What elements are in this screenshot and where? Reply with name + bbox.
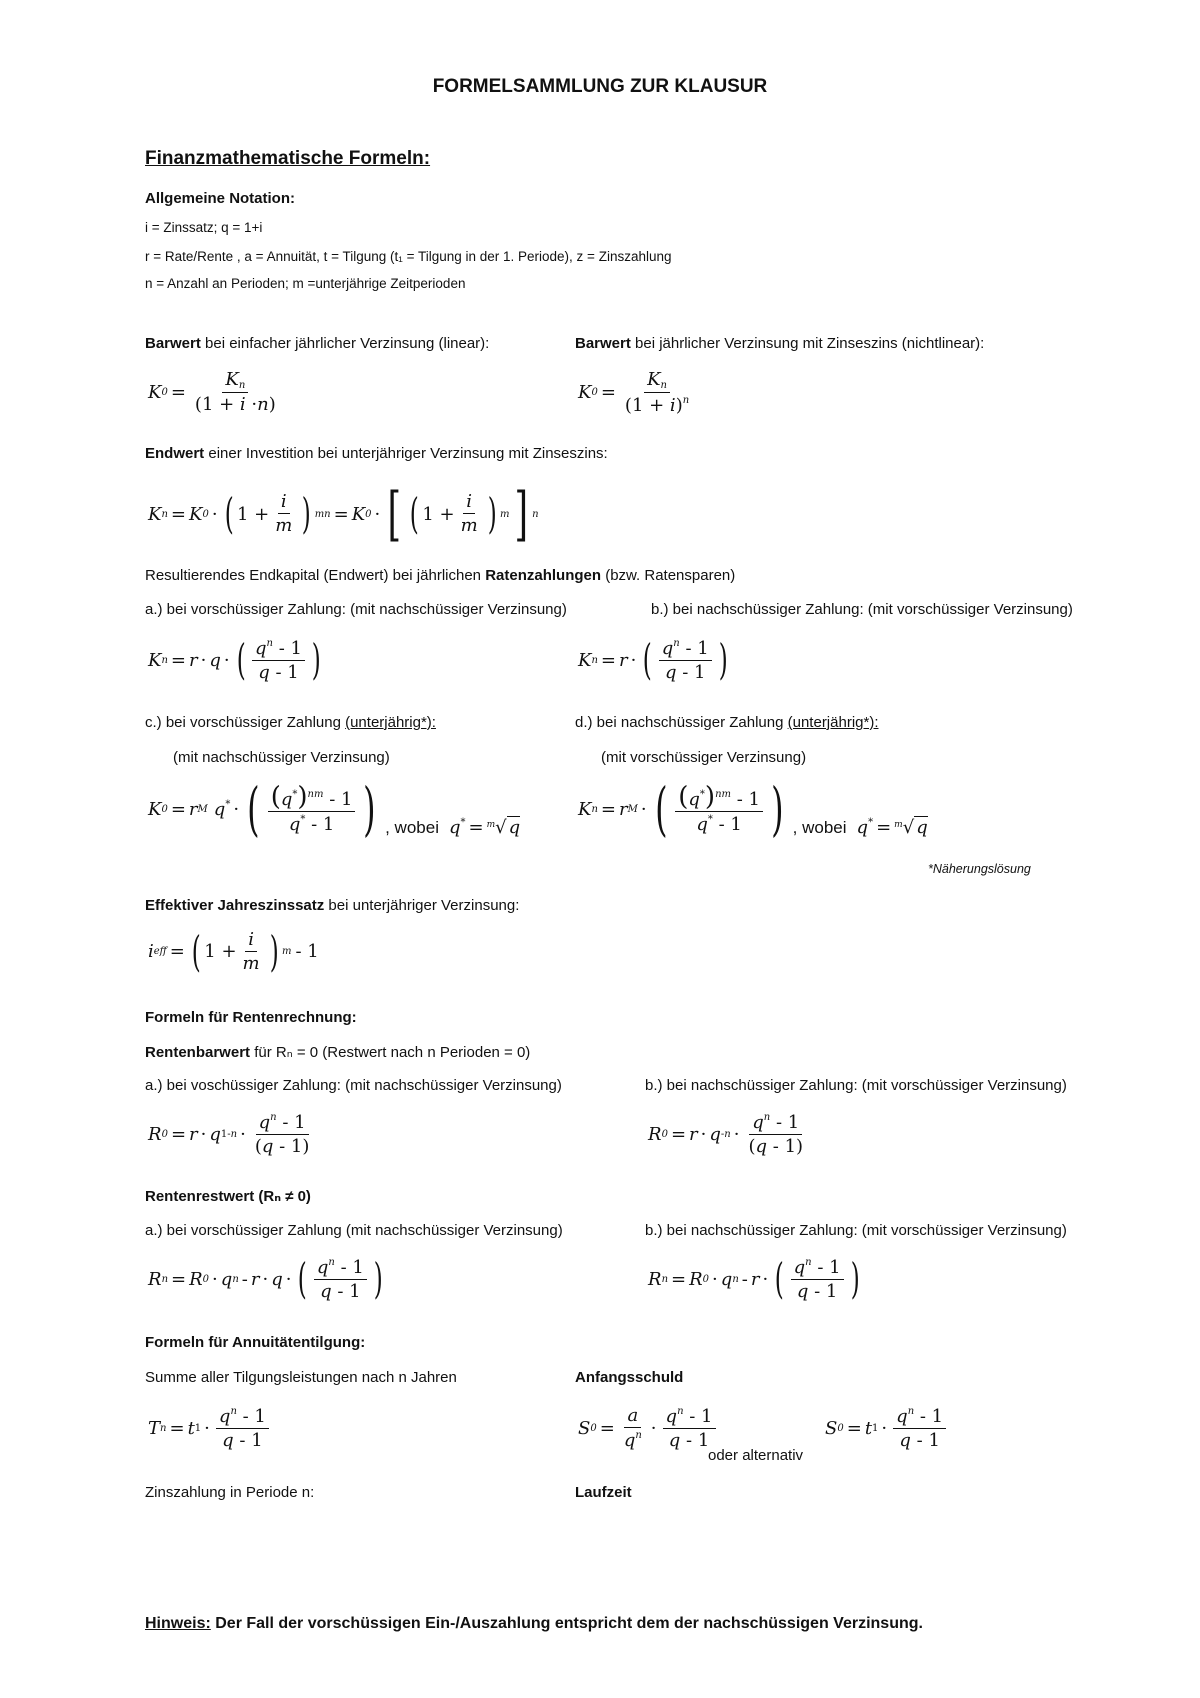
notation-line-1: i = Zinssatz; q = 1+i — [145, 220, 263, 235]
endkapital-label: Resultierendes Endkapital (Endwert) bei jährlichen Ratenzahlungen (bzw. Ratensparen) — [145, 567, 736, 584]
anfangsschuld-label: Anfangsschuld — [575, 1369, 684, 1386]
rentenrestwert-label: Rentenrestwert (Rₙ ≠ 0) — [145, 1188, 311, 1205]
formula-rentenrestwert-vorschuessig: R n = R 0 · q n - r · q · ( $\frac{q^n - 1}{q - 1}$ ) — [148, 1254, 383, 1304]
rentenrestwert-b-label: b.) bei nachschüssiger Zahlung: (mit vorschüssiger Verzinsung) — [645, 1222, 1067, 1239]
tilgung-summe-label: Summe aller Tilgungsleistungen nach n Jahren — [145, 1369, 457, 1386]
formula-endwert-vorschuessig-unterjaehrig: K 0 = r M q* · ( $\frac{(q^*)^{nm} - 1}{q^* - 1}$ ) , wobei q* = $^m$√ q — [148, 775, 521, 843]
renten-heading: Formeln für Rentenrechnung: — [145, 1009, 357, 1026]
case-b-label: b.) bei nachschüssiger Zahlung: (mit vorschüssiger Verzinsung) — [651, 601, 1073, 618]
case-d-label: d.) bei nachschüssiger Zahlung (unterjährig*): — [575, 714, 879, 731]
case-d-sub-label: (mit vorschüssiger Verzinsung) — [601, 749, 807, 766]
formula-anfangsschuld: S 0 = $\frac{a}{q^n}$ · $\frac{q^n - 1}{q - 1}$ — [578, 1406, 719, 1451]
rentenbarwert-a-label: a.) bei voschüssiger Zahlung: (mit nachschüssiger Verzinsung) — [145, 1077, 562, 1094]
formula-endwert-nachschuessig-unterjaehrig: K n = r M · ( $\frac{(q^*)^{nm} - 1}{q^* - 1}$ ) , wobei q* = $^m$√ q — [578, 775, 928, 843]
barwert-zinseszins-label: Barwert bei jährlicher Verzinsung mit Zinseszins (nichtlinear): — [575, 335, 985, 352]
formula-barwert-zinseszins: K 0 = $\frac{K_n}{(1 + i)^n}$ — [578, 369, 690, 416]
notation-line-2: r = Rate/Rente , a = Annuität, t = Tilgung (t₁ = Tilgung in der 1. Periode), z = Zinszahlung — [145, 249, 672, 264]
formula-rentenrestwert-nachschuessig: R n = R 0 · q n - r · ( $\frac{q^n - 1}{q - 1}$ ) — [648, 1254, 860, 1304]
section-heading: Finanzmathematische Formeln: — [145, 148, 431, 169]
endwert-label: Endwert einer Investition bei unterjähriger Verzinsung mit Zinseszins: — [145, 445, 608, 462]
formula-barwert-linear: K 0 = $\frac{K_n}{(1 + i \cdot n)}$ — [148, 369, 276, 415]
effektiv-label: Effektiver Jahreszinssatz bei unterjähriger Verzinsung: — [145, 897, 520, 914]
naeherung-note: *Näherungslösung — [928, 862, 1031, 876]
case-c-label: c.) bei vorschüssiger Zahlung (unterjährig*): — [145, 714, 436, 731]
oder-alternativ-label: oder alternativ — [708, 1447, 804, 1464]
notation-heading: Allgemeine Notation: — [145, 190, 296, 207]
formula-rentenbarwert-nachschuessig: R 0 = r · q -n · $\frac{q^n - 1}{(q - 1)}$ — [648, 1112, 804, 1157]
notation-line-3: n = Anzahl an Perioden; m =unterjährige Zeitperioden — [145, 276, 466, 291]
formula-endwert-nachschuessig: K n = r · ( $\frac{q^n - 1}{q - 1}$ ) — [578, 635, 728, 685]
formula-effektiver-zins: i eff = ( 1 + $\frac{i}{m}$ ) m - 1 — [148, 926, 319, 976]
wobei-c-label: , wobei — [385, 818, 439, 837]
wobei-d-label: , wobei — [792, 818, 847, 837]
case-c-sub-label: (mit nachschüssiger Verzinsung) — [173, 749, 390, 766]
case-a-label: a.) bei vorschüssiger Zahlung: (mit nachschüssiger Verzinsung) — [145, 601, 567, 618]
rentenrestwert-a-label: a.) bei vorschüssiger Zahlung (mit nachschüssiger Verzinsung) — [145, 1222, 563, 1239]
page-title: FORMELSAMMLUNG ZUR KLAUSUR — [432, 76, 768, 97]
formula-tilgung-summe: T n = t 1 · $\frac{q^n - 1}{q - 1}$ — [148, 1406, 272, 1451]
laufzeit-label: Laufzeit — [575, 1484, 632, 1501]
barwert-linear-label: Barwert bei einfacher jährlicher Verzinsung (linear): — [145, 335, 490, 352]
zinszahlung-label: Zinszahlung in Periode n: — [145, 1484, 315, 1501]
rentenbarwert-label: Rentenbarwert für Rₙ = 0 (Restwert nach n Perioden = 0) — [145, 1044, 531, 1061]
formula-endwert-unterjaehrig: K n = K 0 · ( 1 + $\frac{i}{m}$ ) mn = K 0 · [ ( 1 + $\frac{i}{m}$ ) m ] n — [148, 480, 539, 548]
formula-anfangsschuld-alternativ: S 0 = t 1 · $\frac{q^n - 1}{q - 1}$ — [825, 1406, 949, 1451]
formula-endwert-vorschuessig: K n = r · q · ( $\frac{q^n - 1}{q - 1}$ ) — [148, 635, 321, 685]
formula-rentenbarwert-vorschuessig: R 0 = r · q 1-n · $\frac{q^n - 1}{(q - 1)}$ — [148, 1112, 310, 1157]
rentenbarwert-b-label: b.) bei nachschüssiger Zahlung: (mit vorschüssiger Verzinsung) — [645, 1077, 1067, 1094]
hinweis-note: Hinweis: Der Fall der vorschüssigen Ein-/Auszahlung entspricht dem der nachschüssigen Verzinsung. — [145, 1615, 923, 1632]
annuitaet-heading: Formeln für Annuitätentilgung: — [145, 1334, 366, 1351]
